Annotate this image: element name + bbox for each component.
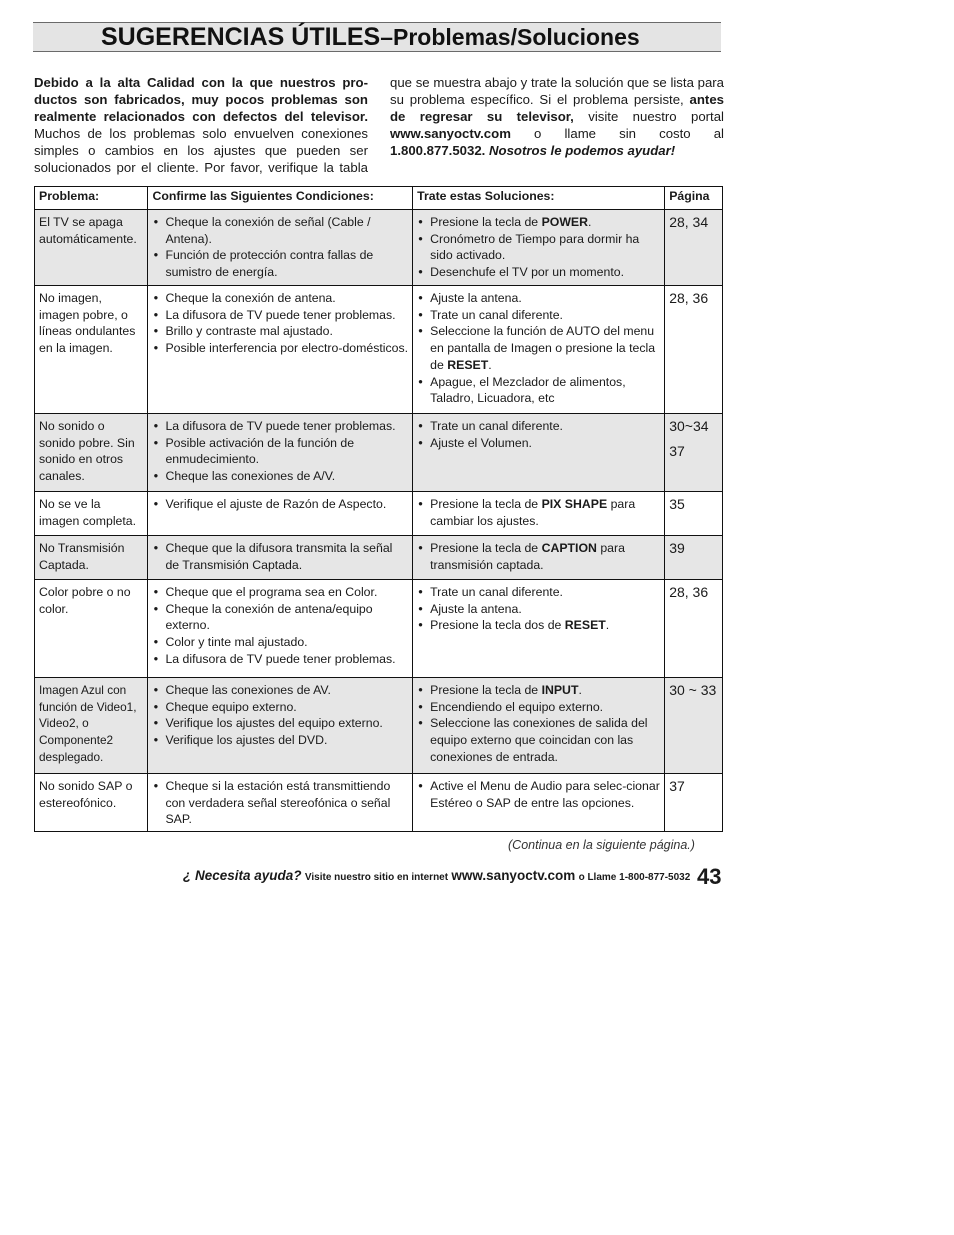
condition-item: ● Función de protección contra fallas de sumistro de energía. bbox=[152, 247, 408, 280]
solution-text: Trate un canal diferente. bbox=[430, 419, 563, 433]
solution-text: Presione la tecla de bbox=[430, 497, 542, 511]
page-cell bbox=[665, 414, 723, 492]
header-problem: Problema: bbox=[35, 187, 148, 210]
header-page: Página bbox=[665, 187, 723, 210]
solutions-cell bbox=[413, 210, 665, 286]
intro-left-column bbox=[34, 74, 368, 177]
problem-cell: Color pobre o no color. bbox=[35, 580, 148, 678]
problem-cell: El TV se apaga automáticamente. bbox=[35, 210, 148, 286]
condition-item: ● Cheque la conexión de señal (Cable / Antena). bbox=[152, 214, 408, 247]
solution-item bbox=[417, 214, 660, 231]
conditions-cell bbox=[148, 210, 413, 286]
solutions-cell bbox=[413, 678, 665, 774]
intro-url-link[interactable]: www.sanyoctv.com bbox=[390, 126, 511, 142]
condition-item: ● Cheque que la difusora transmita la señal de Transmisión Captada. bbox=[152, 540, 408, 573]
solutions-list bbox=[417, 418, 660, 451]
footer bbox=[183, 868, 690, 883]
condition-item: ● Cheque que el programa sea en Color. bbox=[152, 584, 408, 601]
conditions-list bbox=[152, 214, 408, 281]
solution-text: Presione la tecla de bbox=[430, 215, 542, 229]
solution-key-name: INPUT bbox=[541, 683, 579, 697]
page-cell bbox=[665, 678, 723, 774]
intro-right-bold: antes de regresar su televisor, bbox=[390, 92, 724, 125]
solution-key-name: POWER bbox=[541, 215, 589, 229]
conditions-list bbox=[152, 418, 408, 485]
page-reference: 37 bbox=[669, 442, 685, 459]
intro-help-italic: Nosotros le podemos ayudar! bbox=[489, 143, 676, 159]
problem-cell: No Transmisión Captada. bbox=[35, 536, 148, 580]
solution-text: Desenchufe el TV por un momento. bbox=[430, 265, 625, 280]
solution-text: Seleccione la función de AUTO del menu en pantalla de Imagen o presione la tecla de bbox=[430, 324, 656, 372]
solution-key-name: PIX SHAPE bbox=[541, 497, 608, 511]
condition-item: ● Cheque las conexiones de AV. bbox=[152, 682, 408, 699]
page-cell bbox=[665, 580, 723, 678]
page-reference: 37 bbox=[669, 778, 685, 794]
condition-item: ● Brillo y contraste mal ajustado. bbox=[152, 323, 408, 340]
solution-item bbox=[417, 418, 660, 435]
intro-right-text-a: que se muestra abajo y trate la solución que se lista para su problema específico. Si el problema persiste, bbox=[390, 75, 724, 108]
header-conditions: Confirme las Siguientes Condiciones: bbox=[148, 187, 413, 210]
solution-key-name: RESET bbox=[564, 618, 606, 633]
solution-text: Ajuste la antena. bbox=[430, 601, 522, 616]
solution-item bbox=[417, 682, 660, 699]
table-row bbox=[35, 414, 723, 492]
solution-item bbox=[417, 374, 660, 407]
solution-item bbox=[417, 699, 660, 716]
solution-text: Presione la tecla dos de bbox=[430, 618, 565, 633]
solution-item bbox=[417, 496, 660, 529]
footer-url-link[interactable]: www.sanyoctv.com bbox=[451, 868, 576, 883]
page-cell bbox=[665, 774, 723, 832]
condition-item: ● La difusora de TV puede tener problemas. bbox=[152, 418, 408, 435]
intro-right-text-b: visite nuestro portal bbox=[588, 109, 724, 125]
intro-right-paragraph bbox=[390, 74, 724, 159]
condition-item: ● Posible interferencia por electro-domésticos. bbox=[152, 340, 408, 357]
title-bar bbox=[33, 22, 721, 52]
conditions-list bbox=[152, 584, 408, 668]
condition-item: ● Verifique el ajuste de Razón de Aspecto. bbox=[152, 496, 408, 513]
page-reference: 28, 36 bbox=[669, 584, 709, 600]
solution-text: para transmisión captada. bbox=[430, 541, 625, 572]
solution-item bbox=[417, 584, 660, 601]
conditions-cell bbox=[148, 774, 413, 832]
solution-item bbox=[417, 778, 660, 811]
solutions-list bbox=[417, 682, 660, 766]
solution-text: Apague, el Mezclador de alimentos, Taladro, Licuadora, etc bbox=[430, 374, 626, 406]
problem-cell: No sonido o sonido pobre. Sin sonido en otros canales. bbox=[35, 414, 148, 492]
solutions-list bbox=[417, 584, 660, 634]
condition-item: ● Posible activación de la función de enmudecimiento. bbox=[152, 435, 408, 468]
page-reference: 30~34 bbox=[669, 418, 709, 434]
table-row bbox=[35, 492, 723, 536]
page-reference: 28, 34 bbox=[669, 214, 709, 230]
intro-normal-text: Muchos de los problemas solo envuelven conexiones simples o cambios en los ajustes que pueden ser solucionados por el cliente. Por favor, verifique la tabla bbox=[34, 126, 368, 176]
solution-item bbox=[417, 715, 660, 765]
condition-item: ● Verifique los ajustes del equipo externo. bbox=[152, 715, 408, 732]
solution-text: . bbox=[488, 357, 492, 372]
solutions-list bbox=[417, 496, 660, 529]
page-cell bbox=[665, 286, 723, 414]
condition-item: ● La difusora de TV puede tener problemas. bbox=[152, 651, 408, 668]
solutions-cell bbox=[413, 580, 665, 678]
conditions-list bbox=[152, 682, 408, 749]
conditions-cell bbox=[148, 414, 413, 492]
solutions-cell bbox=[413, 774, 665, 832]
solution-text: Trate un canal diferente. bbox=[430, 585, 563, 599]
solution-text: Trate un canal diferente. bbox=[430, 307, 563, 322]
solutions-list bbox=[417, 290, 660, 407]
title-sub: –Problemas/Soluciones bbox=[380, 24, 640, 50]
conditions-cell bbox=[148, 286, 413, 414]
footer-call-text: o Llame 1-800-877-5032 bbox=[578, 872, 691, 883]
page-reference: 39 bbox=[669, 540, 685, 556]
page-reference: 35 bbox=[669, 496, 685, 512]
header-solutions: Trate estas Soluciones: bbox=[413, 187, 665, 210]
solution-item bbox=[417, 323, 660, 373]
solution-text: Presione la tecla de bbox=[430, 683, 542, 697]
solution-text: . bbox=[605, 618, 610, 633]
problem-cell: No sonido SAP o estereofónico. bbox=[35, 774, 148, 832]
solutions-cell bbox=[413, 536, 665, 580]
table-body bbox=[35, 210, 723, 832]
solution-item bbox=[417, 231, 660, 264]
continue-note: (Continua en la siguiente página.) bbox=[508, 838, 695, 852]
solution-text: Encendiendo el equipo externo. bbox=[430, 699, 604, 714]
footer-need-help: ¿ Necesita ayuda? bbox=[183, 868, 302, 883]
condition-item: ● Cheque las conexiones de A/V. bbox=[152, 468, 408, 485]
solutions-cell bbox=[413, 286, 665, 414]
solution-key-name: RESET bbox=[447, 357, 489, 372]
solutions-cell bbox=[413, 492, 665, 536]
page-title bbox=[101, 23, 640, 51]
table-row bbox=[35, 210, 723, 286]
solution-text: para cambiar los ajustes. bbox=[430, 497, 636, 528]
solution-item bbox=[417, 601, 660, 618]
condition-item: ● Color y tinte mal ajustado. bbox=[152, 634, 408, 651]
solution-item bbox=[417, 435, 660, 452]
page-reference: 30 ~ 33 bbox=[669, 682, 717, 698]
solution-text: Cronómetro de Tiempo para dormir ha sido activado. bbox=[430, 231, 640, 263]
page-number: 43 bbox=[697, 864, 722, 889]
solution-text: Ajuste la antena. bbox=[430, 291, 522, 305]
conditions-list bbox=[152, 778, 408, 828]
page-reference: 28, 36 bbox=[669, 290, 709, 306]
table-row bbox=[35, 774, 723, 832]
conditions-cell bbox=[148, 678, 413, 774]
solution-text: . bbox=[588, 215, 592, 229]
footer-visit-text: Visite nuestro sitio en internet bbox=[304, 872, 449, 883]
solutions-list bbox=[417, 540, 660, 573]
conditions-list bbox=[152, 540, 408, 573]
problem-cell: No imagen, imagen pobre, o líneas ondulantes en la imagen. bbox=[35, 286, 148, 414]
page-cell bbox=[665, 210, 723, 286]
conditions-list bbox=[152, 496, 408, 513]
solution-text: Presione la tecla de bbox=[430, 541, 542, 555]
solutions-cell bbox=[413, 414, 665, 492]
solution-item bbox=[417, 540, 660, 573]
intro-left-paragraph bbox=[34, 74, 368, 177]
troubleshooting-table bbox=[34, 186, 723, 832]
solution-item bbox=[417, 307, 660, 324]
condition-item: ● Cheque equipo externo. bbox=[152, 699, 408, 716]
conditions-list bbox=[152, 290, 408, 357]
condition-item: ● Cheque si la estación está transmittiendo con verdadera señal stereofónica o señal SAP. bbox=[152, 778, 408, 828]
conditions-cell bbox=[148, 536, 413, 580]
problem-cell: No se ve la imagen completa. bbox=[35, 492, 148, 536]
table-row bbox=[35, 580, 723, 678]
solution-text: Seleccione las conexiones de salida del equipo externo que coincidan con las conexiones de entrada. bbox=[430, 716, 648, 764]
intro-phone: 1.800.877.5032. bbox=[390, 143, 486, 159]
condition-item: ● Verifique los ajustes del DVD. bbox=[152, 732, 408, 749]
solution-key-name: CAPTION bbox=[541, 541, 597, 555]
conditions-cell bbox=[148, 492, 413, 536]
solution-text: Active el Menu de Audio para selec-cionar Estéreo o SAP de entre las opciones. bbox=[430, 779, 660, 810]
conditions-cell bbox=[148, 580, 413, 678]
table-row bbox=[35, 678, 723, 774]
solution-text: Ajuste el Volumen. bbox=[430, 435, 532, 450]
condition-item: ● La difusora de TV puede tener problemas. bbox=[152, 307, 408, 324]
page-cell bbox=[665, 492, 723, 536]
intro-bold-text: Debido a la alta Calidad con la que nuestros pro-ductos son fabricados, muy pocos problemas son realmente relacionados con defectos del televisor. bbox=[34, 75, 368, 125]
solutions-list bbox=[417, 214, 660, 281]
condition-item: ● Cheque la conexión de antena. bbox=[152, 290, 408, 307]
solutions-list bbox=[417, 778, 660, 811]
solution-text: . bbox=[578, 683, 582, 697]
solution-item bbox=[417, 264, 660, 281]
intro-right-text-c: o llame sin costo al bbox=[534, 126, 724, 142]
solution-item bbox=[417, 290, 660, 307]
table-header-row bbox=[35, 187, 723, 210]
title-main: SUGERENCIAS ÚTILES bbox=[101, 23, 381, 51]
solution-item bbox=[417, 617, 660, 634]
problem-cell: Imagen Azul con función de Video1, Video2, o Componente2 desplegado. bbox=[35, 678, 148, 774]
table-row bbox=[35, 286, 723, 414]
page-cell bbox=[665, 536, 723, 580]
intro-right-column bbox=[390, 74, 724, 159]
table-row bbox=[35, 536, 723, 580]
condition-item: ● Cheque la conexión de antena/equipo externo. bbox=[152, 601, 408, 634]
